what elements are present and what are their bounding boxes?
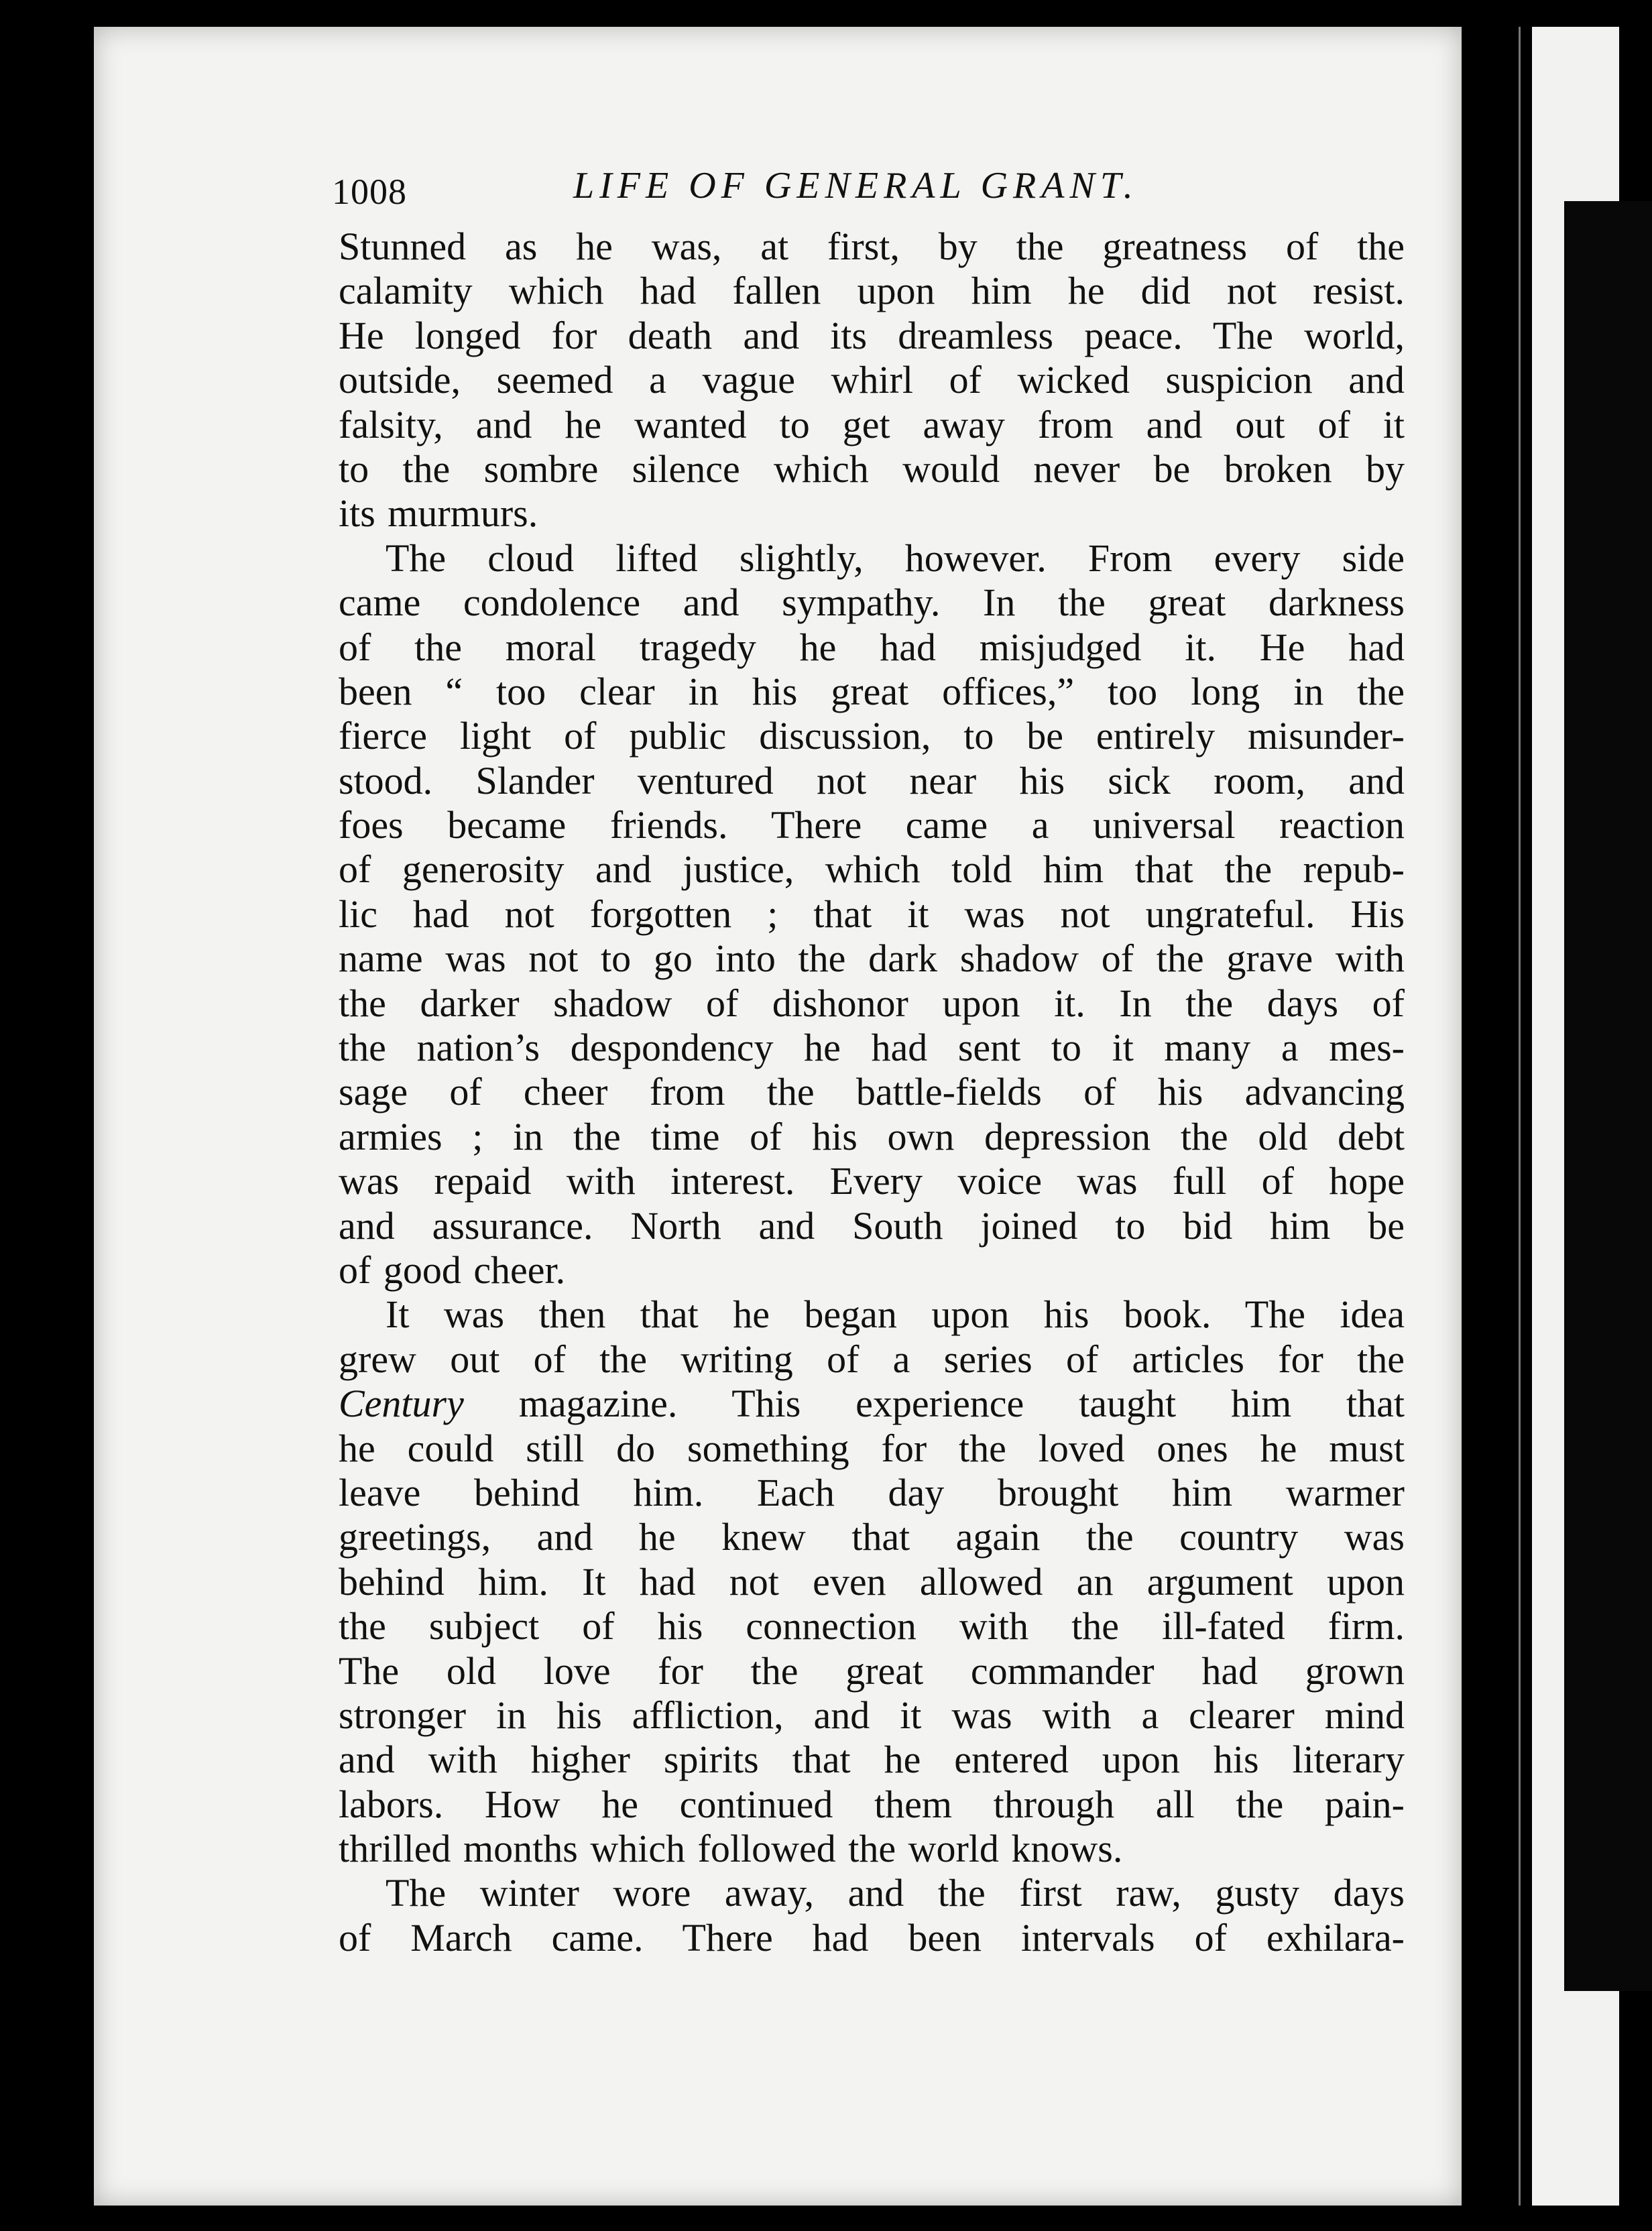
running-head (332, 158, 1177, 218)
text-line: of March came. There had been intervals of exhilara- (339, 1915, 1405, 1959)
text-line: the nation’s despondency he had sent to it many a mes- (339, 1026, 1405, 1070)
text-line: thrilled months which followed the world knows. (339, 1827, 1123, 1871)
running-title: LIFE OF GENERAL GRANT. (573, 165, 1138, 206)
text-line: its murmurs. (339, 491, 538, 536)
text-line: to the sombre silence which would never be broken by (339, 446, 1405, 491)
facing-page-shadow (1564, 201, 1652, 1991)
page-gutter (1519, 27, 1521, 2206)
text-line: and assurance. North and South joined to bid him be (339, 1203, 1405, 1248)
text-line: came condolence and sympathy. In the great darkness (339, 581, 1405, 625)
text-line: armies ; in the time of his own depression the old debt (339, 1114, 1405, 1158)
text-line: the subject of his connection with the ill-fated firm. (339, 1604, 1405, 1648)
italic-title: Century (339, 1382, 464, 1426)
text-line: grew out of the writing of a series of articles for the (339, 1337, 1405, 1381)
page-number: 1008 (332, 172, 407, 212)
text-line: of good cheer. (339, 1248, 566, 1292)
body-text (339, 225, 1405, 1960)
text-line: of the moral tragedy he had misjudged it. He had (339, 625, 1405, 669)
text-line: he could still do something for the loved ones he must (339, 1426, 1405, 1470)
text-line: Stunned as he was, at first, by the greatness of the (339, 225, 1405, 268)
text-line: fierce light of public discussion, to be entirely misunder- (339, 714, 1405, 758)
text-line: and with higher spirits that he entered upon his literary (339, 1738, 1405, 1782)
text-line: stood. Slander ventured not near his sick room, and (339, 758, 1405, 802)
text-line: the darker shadow of dishonor upon it. In the days of (339, 981, 1405, 1025)
text-line: The cloud lifted slightly, however. From every side (386, 536, 1405, 580)
text-line: He longed for death and its dreamless peace. The world, (339, 313, 1405, 357)
text-line: labors. How he continued them through all the pain- (339, 1782, 1405, 1826)
text-line: leave behind him. Each day brought him warmer (339, 1470, 1405, 1514)
text-line: sage of cheer from the battle-fields of his advancing (339, 1070, 1405, 1114)
text-line: calamity which had fallen upon him he did not resist. (339, 269, 1405, 313)
text-line: of generosity and justice, which told him that the repub- (339, 847, 1405, 892)
text-line: The old love for the great commander had grown (339, 1648, 1405, 1693)
text-line: stronger in his affliction, and it was with a clearer mind (339, 1693, 1405, 1737)
text-line: behind him. It had not even allowed an argument upon (339, 1559, 1405, 1604)
text-line-with-italic (339, 1382, 1405, 1426)
text-line: greetings, and he knew that again the country was (339, 1515, 1405, 1559)
text-line: It was then that he began upon his book. The idea (386, 1292, 1405, 1337)
text-line: lic had not forgotten ; that it was not ungrateful. His (339, 892, 1405, 936)
text-line: foes became friends. There came a universal reaction (339, 803, 1405, 847)
text-line: outside, seemed a vague whirl of wicked suspicion and (339, 358, 1405, 402)
text-line: name was not to go into the dark shadow of the grave with (339, 937, 1405, 981)
text-line: was repaid with interest. Every voice was full of hope (339, 1159, 1405, 1203)
text-run: magazine. This experience taught him that (463, 1382, 1405, 1426)
text-line: been “ too clear in his great offices,” too long in the (339, 669, 1405, 713)
text-line: The winter wore away, and the first raw, gusty days (386, 1871, 1405, 1915)
text-line: falsity, and he wanted to get away from and out of it (339, 402, 1405, 446)
